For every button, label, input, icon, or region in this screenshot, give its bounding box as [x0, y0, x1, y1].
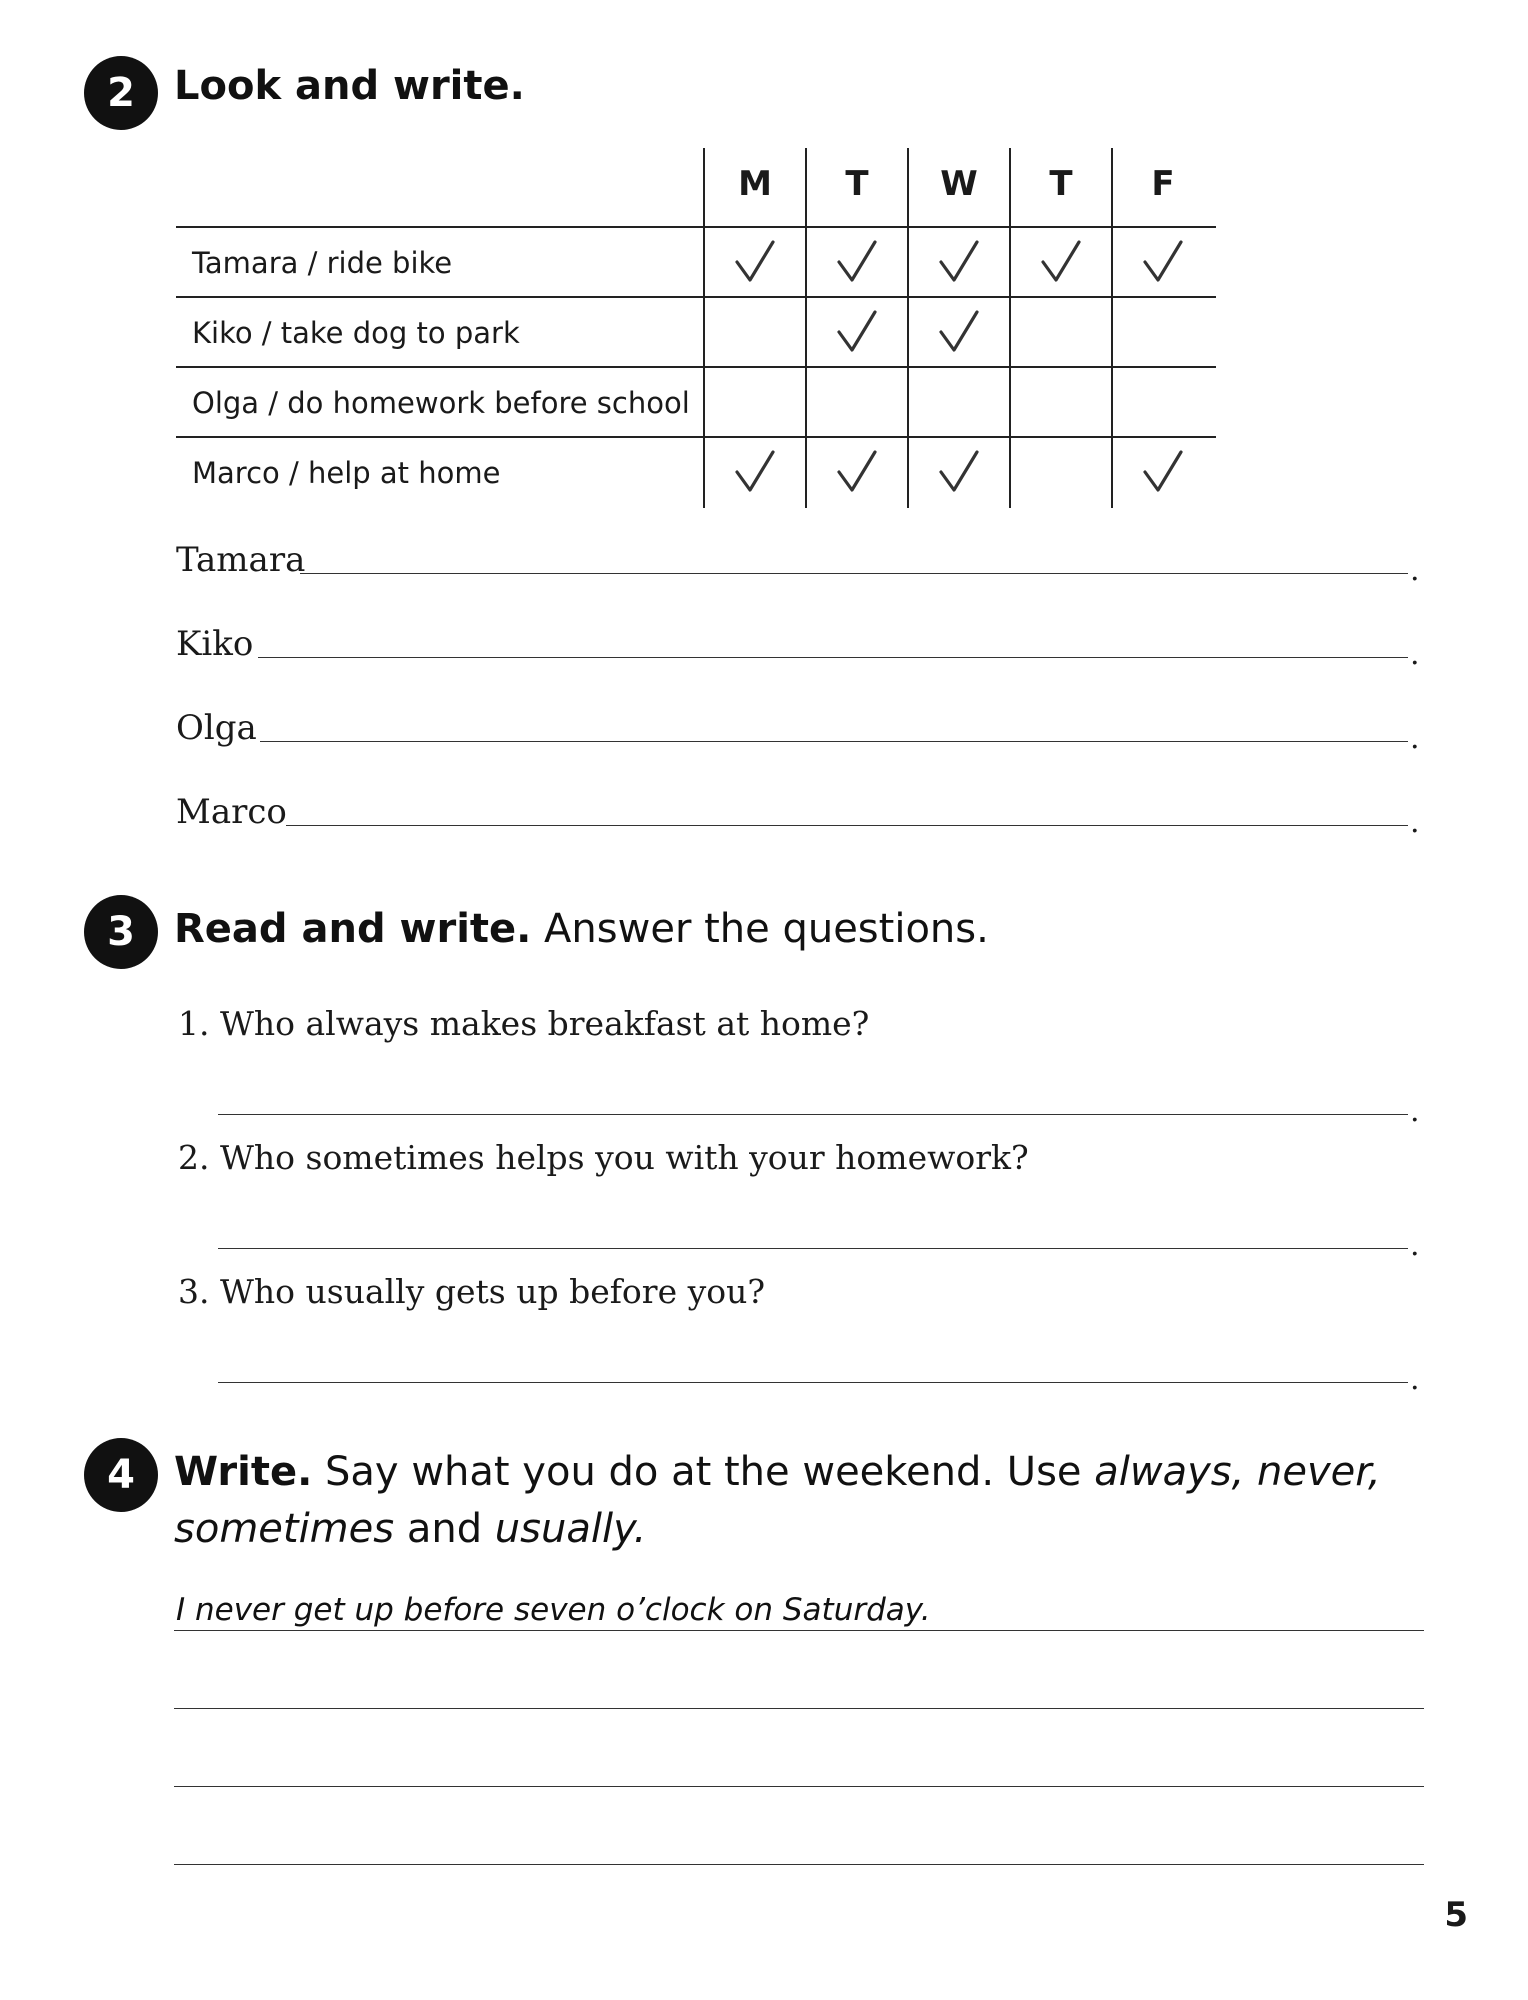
check-mark-icon: [908, 298, 1010, 368]
table-row-label: Marco / help at home: [192, 456, 501, 490]
full-stop: .: [1410, 1228, 1420, 1263]
table-row-label: Tamara / ride bike: [192, 246, 453, 280]
table-row-label: Kiko / take dog to park: [192, 316, 520, 350]
answer-name-marco: Marco: [176, 792, 287, 832]
answer-line[interactable]: [300, 573, 1408, 574]
exercise-3-title: [174, 905, 989, 953]
answer-line[interactable]: [258, 657, 1408, 658]
check-mark-icon: [1010, 228, 1112, 298]
check-mark-icon: [1112, 228, 1214, 298]
writing-line[interactable]: [174, 1708, 1424, 1709]
exercise-4-title-line1: [174, 1448, 1381, 1496]
full-stop: .: [1410, 721, 1420, 756]
exercise-4-title-adverbs: always, never,: [1094, 1449, 1381, 1495]
full-stop: .: [1410, 1094, 1420, 1129]
exercise-2-title: [174, 62, 525, 110]
question-3: 3. Who usually gets up before you?: [178, 1272, 766, 1311]
answer-line[interactable]: [286, 825, 1408, 826]
answer-name-tamara: Tamara: [176, 540, 306, 580]
check-mark-icon: [806, 298, 908, 368]
answer-line[interactable]: [218, 1382, 1408, 1383]
question-1: 1. Who always makes breakfast at home?: [178, 1004, 870, 1043]
exercise-number-badge-4: 4: [84, 1438, 158, 1512]
check-mark-icon: [1112, 438, 1214, 508]
exercise-4-title-and: and: [394, 1506, 495, 1552]
writing-line[interactable]: [174, 1864, 1424, 1865]
day-header-wednesday: W: [940, 164, 978, 204]
exercise-4-title-adverb-usually: usually.: [494, 1506, 647, 1552]
answer-line[interactable]: [218, 1114, 1408, 1115]
exercise-4-title-line2: [174, 1505, 646, 1553]
activity-table: [176, 148, 1216, 508]
answer-name-olga: Olga: [176, 708, 257, 748]
exercise-number-badge-2: 2: [84, 56, 158, 130]
day-header-friday: F: [1151, 164, 1175, 204]
exercise-4-title-adverb-sometimes: sometimes: [174, 1506, 395, 1552]
check-mark-icon: [806, 438, 908, 508]
check-mark-icon: [908, 228, 1010, 298]
answer-line[interactable]: [218, 1248, 1408, 1249]
full-stop: .: [1410, 805, 1420, 840]
check-mark-icon: [908, 438, 1010, 508]
exercise-4-title-instruction: Say what you do at the weekend. Use: [312, 1449, 1095, 1495]
writing-line[interactable]: [174, 1786, 1424, 1787]
writing-line[interactable]: [174, 1630, 1424, 1631]
page-number: 5: [1444, 1895, 1468, 1935]
answer-name-kiko: Kiko: [176, 624, 254, 664]
question-2: 2. Who sometimes helps you with your homework?: [178, 1138, 1029, 1177]
day-header-tuesday: T: [845, 164, 869, 204]
exercise-number-badge-3: 3: [84, 895, 158, 969]
check-mark-icon: [704, 228, 806, 298]
example-sentence: I never get up before seven o’clock on Saturday.: [176, 1592, 931, 1628]
check-mark-icon: [704, 438, 806, 508]
full-stop: .: [1410, 553, 1420, 588]
day-header-thursday: T: [1049, 164, 1073, 204]
day-header-monday: M: [738, 164, 772, 204]
table-row-label: Olga / do homework before school: [192, 386, 690, 420]
exercise-3-title-instruction: Answer the questions.: [531, 906, 989, 952]
exercise-4-title-bold: Write.: [174, 1449, 313, 1495]
full-stop: .: [1410, 637, 1420, 672]
exercise-3-title-bold: Read and write.: [174, 906, 532, 952]
exercise-2-title-text: Look and write.: [174, 63, 525, 109]
full-stop: .: [1410, 1362, 1420, 1397]
check-mark-icon: [806, 228, 908, 298]
answer-line[interactable]: [260, 741, 1408, 742]
